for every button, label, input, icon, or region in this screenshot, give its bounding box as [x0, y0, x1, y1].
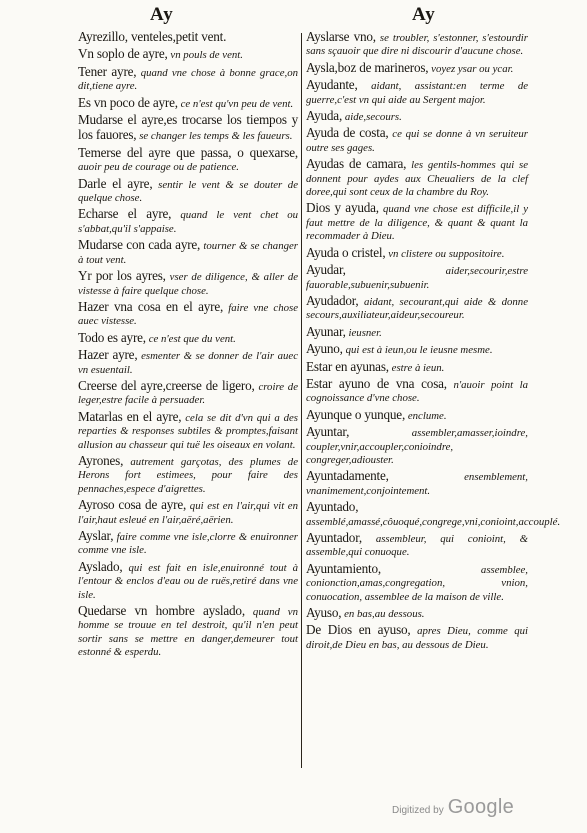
entry-gloss: auoir peu de courage ou de patience.	[78, 161, 240, 174]
right-column	[306, 29, 561, 654]
entry-headword: Matarlas en el ayre,	[78, 408, 182, 424]
dictionary-entry	[78, 348, 298, 377]
entry-headword: Ayuntadamente,	[306, 468, 389, 484]
dictionary-entry	[306, 246, 528, 261]
dictionary-entry	[306, 499, 561, 529]
dictionary-entry	[306, 157, 528, 199]
entry-headword: Ayunque o yunque,	[306, 406, 406, 422]
entry-gloss: qui est à ieun,ou le ieusne mesme.	[345, 344, 493, 357]
entry-headword: Creerse del ayre,creerse de ligero,	[78, 377, 255, 393]
dictionary-entry	[306, 606, 528, 621]
entry-headword: Yr por los ayres,	[78, 268, 166, 284]
entry-headword: Tener ayre,	[78, 63, 137, 79]
dictionary-entry	[306, 531, 528, 560]
entry-gloss: enclume.	[407, 409, 447, 422]
entry-gloss: ce n'est qu'vn peu de vent.	[180, 97, 294, 110]
entry-headword: Ayslar,	[78, 528, 114, 543]
entry-headword: Hazer vna cosa en el ayre,	[78, 298, 224, 314]
entry-gloss: ce n'est que du vent.	[148, 332, 236, 345]
entry-gloss: ce qui se donne à vn seruiteur outre ses gages.	[306, 128, 528, 154]
dictionary-entry	[78, 560, 298, 602]
dictionary-entry	[306, 342, 528, 357]
entry-headword: Echarse el ayre,	[78, 206, 172, 222]
dictionary-entry	[78, 47, 298, 62]
google-logo: Google	[447, 796, 514, 818]
dictionary-entry	[306, 408, 528, 423]
dictionary-entry	[78, 410, 298, 452]
entry-gloss: assemblé,amassé,côuoqué,congrege,vni,conioint,accouplé.	[306, 515, 561, 528]
entry-gloss: sentir le vent & se douter de quelque chose.	[78, 178, 299, 205]
dictionary-entry	[78, 604, 298, 660]
entry-headword: Ayunar,	[306, 323, 346, 339]
entry-gloss: assembleur, qui conioint, & assemble,qui conuoque.	[306, 533, 529, 559]
entry-gloss: aidant, secourant,qui aide & donne secours,auxiliateur,aideur,secoureur.	[306, 295, 529, 322]
entry-headword: De Dios en ayuso,	[306, 622, 411, 638]
dictionary-entry	[306, 469, 528, 498]
left-column	[78, 30, 298, 662]
entry-gloss: vser de diligence, & aller de vistesse à faire quelque chose.	[78, 271, 299, 297]
dictionary-entry	[78, 529, 298, 558]
entry-headword: Todo es ayre,	[78, 329, 146, 345]
entry-headword: Darle el ayre,	[78, 175, 153, 191]
dictionary-entry	[306, 325, 528, 340]
entry-gloss: en bas,au dessous.	[344, 608, 425, 621]
entry-gloss: ensemblement, vnanimement,conjointement.	[306, 471, 528, 497]
entry-headword: Ayudador,	[306, 292, 359, 308]
entry-headword: Hazer ayre,	[78, 347, 138, 363]
dictionary-entry	[306, 78, 528, 107]
entry-headword: Ayrezillo, venteles,petit vent.	[78, 29, 227, 44]
dictionary-entry	[306, 61, 528, 76]
entry-gloss: cela se dit d'vn qui a des reparties & responses subtiles & promptes,faisant allusion au chasseur qui tuë les oiseaux en volant.	[78, 411, 298, 451]
entry-headword: Estar en ayunas,	[306, 358, 389, 374]
dictionary-entry	[78, 238, 298, 267]
dictionary-entry	[306, 425, 528, 467]
dictionary-entry	[306, 377, 528, 406]
running-header-left: Ay	[150, 4, 174, 25]
entry-gloss: croire de leger,estre facile à persuader.	[78, 380, 298, 407]
dictionary-entry	[78, 146, 298, 175]
dictionary-entry	[306, 263, 528, 292]
entry-headword: Ayroso cosa de ayre,	[78, 497, 187, 513]
dictionary-entry	[78, 498, 298, 527]
entry-gloss: faire comme vne isle,clorre & enuironner comme vne isle.	[78, 531, 299, 557]
entry-gloss: aider,secourir,estre fauorable,subuenir,subuenir.	[306, 265, 528, 291]
dictionary-entry	[78, 379, 298, 408]
entry-headword: Ayuntado,	[306, 499, 359, 515]
entry-headword: Dios y ayuda,	[306, 200, 379, 216]
entry-gloss: voyez ysar ou ycar.	[431, 62, 514, 75]
dictionary-entry	[78, 454, 298, 496]
entry-gloss: qui est fait en isle,enuironné tout à l'entour & enclos d'eau ou de ruës,retiré dans vne isle.	[78, 561, 299, 601]
entry-headword: Ayuntador,	[306, 530, 362, 545]
running-header-right: Ay	[412, 4, 436, 25]
dictionary-entry	[306, 30, 528, 59]
dictionary-entry	[306, 201, 528, 243]
entry-gloss: quand vne chose est difficile,il y faut mettre de la diligence, & quant & quant la recommader à Dieu.	[306, 203, 528, 243]
dictionary-entry	[78, 269, 298, 298]
entry-headword: Ayuso,	[306, 605, 342, 621]
entry-headword: Vn soplo de ayre,	[78, 46, 168, 62]
entry-headword: Aysla,boz de marineros,	[306, 59, 429, 75]
entry-gloss: tourner & se changer à tout vent.	[78, 240, 298, 266]
dictionary-entry	[78, 113, 298, 144]
entry-headword: Ayuda o cristel,	[306, 244, 386, 260]
entry-headword: Ayuno,	[306, 341, 343, 357]
entry-headword: Ayuda,	[306, 108, 343, 124]
entry-gloss: aide,secours.	[344, 111, 402, 124]
entry-gloss: quand vne chose à bonne grace,on dit,tiene ayre.	[78, 66, 299, 93]
entry-headword: Ayuntar,	[306, 424, 350, 440]
entry-headword: Mudarse con cada ayre,	[78, 237, 201, 253]
dictionary-entry	[78, 96, 298, 111]
entry-headword: Ayrones,	[78, 452, 124, 468]
entry-gloss: faire vne chose auec vistesse.	[78, 301, 298, 328]
entry-gloss: ieusner.	[348, 326, 382, 339]
entry-gloss: apres Dieu, comme qui diroit,de Dieu en bas, au dessous de Dieu.	[306, 625, 529, 651]
entry-headword: Es vn poco de ayre,	[78, 94, 178, 110]
entry-headword: Temerse del ayre que passa, o quexarse,	[78, 144, 298, 160]
dictionary-entry	[78, 207, 298, 236]
entry-gloss: quand le vent chet ou s'abbat,qu'il s'appaise.	[78, 209, 299, 235]
entry-headword: Mudarse el ayre,es trocarse los tiempos y los fauores,	[78, 112, 298, 143]
entry-gloss: se troubler, s'estonner, s'estourdir sans sçauoir que dire ni discourir d'aucune chose.	[306, 32, 529, 58]
dictionary-entry	[306, 294, 528, 323]
dictionary-entry	[78, 177, 298, 206]
entry-gloss: n'auoir point la cognoissance d'vne chose.	[306, 378, 529, 405]
entry-gloss: les gentils-hommes qui se donnent pour aydes aux Cheualiers de la clef doree,qui sont ceux de la chambre du Roy.	[306, 159, 528, 199]
dictionary-entry	[78, 30, 298, 45]
entry-headword: Quedarse vn hombre ayslado,	[78, 603, 245, 619]
entry-headword: Ayslado,	[78, 558, 123, 574]
column-divider	[301, 33, 302, 768]
entry-gloss: aidant, assistant:en terme de guerre,c'est vn qui aide au Sergent major.	[306, 80, 529, 106]
dictionary-entry	[78, 300, 298, 329]
entry-gloss: quand vn homme se trouue en tel destroit, qu'il n'en peut sortir sans se mettre en danger,demeurer tout estonné & esperdu.	[78, 606, 298, 659]
dictionary-entry	[306, 126, 528, 155]
dictionary-entry	[306, 109, 528, 124]
entry-gloss: estre à ieun.	[391, 361, 445, 374]
entry-gloss: qui est en l'air,qui vit en l'air,haut esleué en l'air,aëré,aërien.	[78, 500, 298, 526]
entry-gloss: assembler,amasser,ioindre, coupler,vnir,accoupler,conioindre, congreger,adiouster.	[306, 427, 528, 466]
digitized-by-label: Digitized by	[392, 805, 444, 816]
dictionary-entry	[306, 623, 528, 652]
entry-headword: Ayuntamiento,	[306, 560, 381, 576]
entry-headword: Ayslarse vno,	[306, 29, 376, 44]
entry-headword: Estar ayuno de vna cosa,	[306, 375, 447, 391]
entry-headword: Ayudante,	[306, 77, 358, 93]
dictionary-entry	[78, 65, 298, 94]
entry-gloss: assemblee, conionction,amas,congregation, vnion, conuocation, assemblee de la maison de ville.	[306, 563, 528, 603]
entry-gloss: esmenter & se donner de l'air auec vn esuentail.	[78, 350, 298, 376]
entry-gloss: vn clistere ou suppositoire.	[388, 247, 505, 260]
dictionary-entry	[78, 331, 298, 346]
dictionary-entry	[306, 562, 528, 604]
entry-headword: Ayuda de costa,	[306, 125, 389, 141]
entry-gloss: vn pouls de vent.	[170, 49, 243, 62]
dictionary-entry	[306, 360, 528, 375]
digitized-watermark	[392, 796, 514, 819]
entry-gloss: autrement garçotas, des plumes de Herons fort estimees, pour faire des pennaches,espece d'aigrettes.	[78, 455, 298, 495]
entry-headword: Ayudar,	[306, 262, 346, 278]
entry-gloss: se changer les temps & les faueurs.	[139, 130, 293, 143]
entry-headword: Ayudas de camara,	[306, 156, 407, 172]
